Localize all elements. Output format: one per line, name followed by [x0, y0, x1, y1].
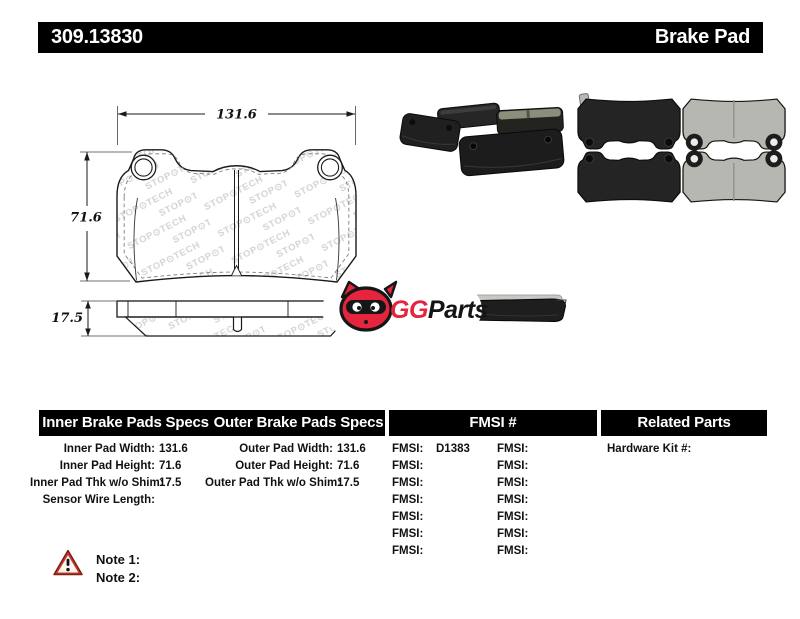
fmsi-row: FMSI: D1383 — [392, 443, 470, 455]
inner-specs-header: Inner Brake Pads Specs — [42, 414, 209, 431]
related-parts-column — [607, 441, 695, 458]
fmsi-row: FMSI: — [392, 545, 424, 557]
fmsi-row: FMSI: — [392, 477, 424, 489]
inner-pad-width-row: Inner Pad Width: 131.6 — [63, 443, 188, 455]
outer-pad-thickness-row: Outer Pad Thk w/o Shim: 17.5 — [205, 477, 360, 489]
height-dimension-label: 71.6 — [70, 210, 102, 226]
product-photo-flat — [578, 93, 785, 202]
note-1-label: Note 1: — [96, 552, 141, 567]
specs-header-bar — [39, 410, 385, 436]
fmsi-row: FMSI: — [392, 511, 424, 523]
fmsi-column-1 — [392, 441, 470, 560]
ggparts-wordmark: GGParts — [390, 296, 488, 324]
outer-specs-column — [205, 441, 366, 492]
fmsi-row: FMSI: — [497, 511, 529, 523]
fmsi-column-2 — [497, 441, 537, 560]
outer-specs-header: Outer Brake Pads Specs — [213, 414, 384, 431]
sensor-wire-length-row: Sensor Wire Length: — [42, 494, 155, 506]
fmsi-row: FMSI: — [497, 443, 529, 455]
thickness-dimension-label: 17.5 — [51, 311, 83, 326]
related-parts-header-bar: Related Parts — [601, 410, 767, 436]
fmsi-row: FMSI: — [497, 528, 529, 540]
product-name: Brake Pad — [654, 26, 750, 48]
part-number: 309.13830 — [51, 26, 143, 48]
product-photo-angled — [399, 103, 565, 177]
fmsi-row: FMSI: — [497, 494, 529, 506]
fmsi-row: FMSI: — [497, 477, 529, 489]
ggparts-logo — [322, 282, 489, 333]
fmsi-header-bar: FMSI # — [389, 410, 597, 436]
inner-pad-thickness-row: Inner Pad Thk w/o Shim: 17.5 — [30, 477, 182, 489]
outer-pad-height-row: Outer Pad Height: 71.6 — [235, 460, 360, 472]
fmsi-row: FMSI: — [497, 545, 529, 557]
outer-pad-width-row: Outer Pad Width: 131.6 — [239, 443, 366, 455]
front-view-drawing — [117, 150, 356, 282]
side-view-drawing — [117, 301, 356, 336]
warning-triangle-icon — [53, 549, 83, 576]
hardware-kit-row: Hardware Kit #: — [607, 443, 692, 455]
note-2-label: Note 2: — [96, 570, 141, 585]
fmsi-row: FMSI: — [497, 460, 529, 472]
width-dimension-label: 131.6 — [216, 107, 257, 123]
fmsi-row: FMSI: — [392, 460, 424, 472]
inner-specs-column — [30, 441, 188, 509]
title-bar — [38, 22, 763, 53]
fmsi-row: FMSI: — [392, 528, 424, 540]
graphics-canvas — [0, 80, 800, 360]
fmsi-row: FMSI: — [392, 494, 424, 506]
inner-pad-height-row: Inner Pad Height: 71.6 — [59, 460, 182, 472]
